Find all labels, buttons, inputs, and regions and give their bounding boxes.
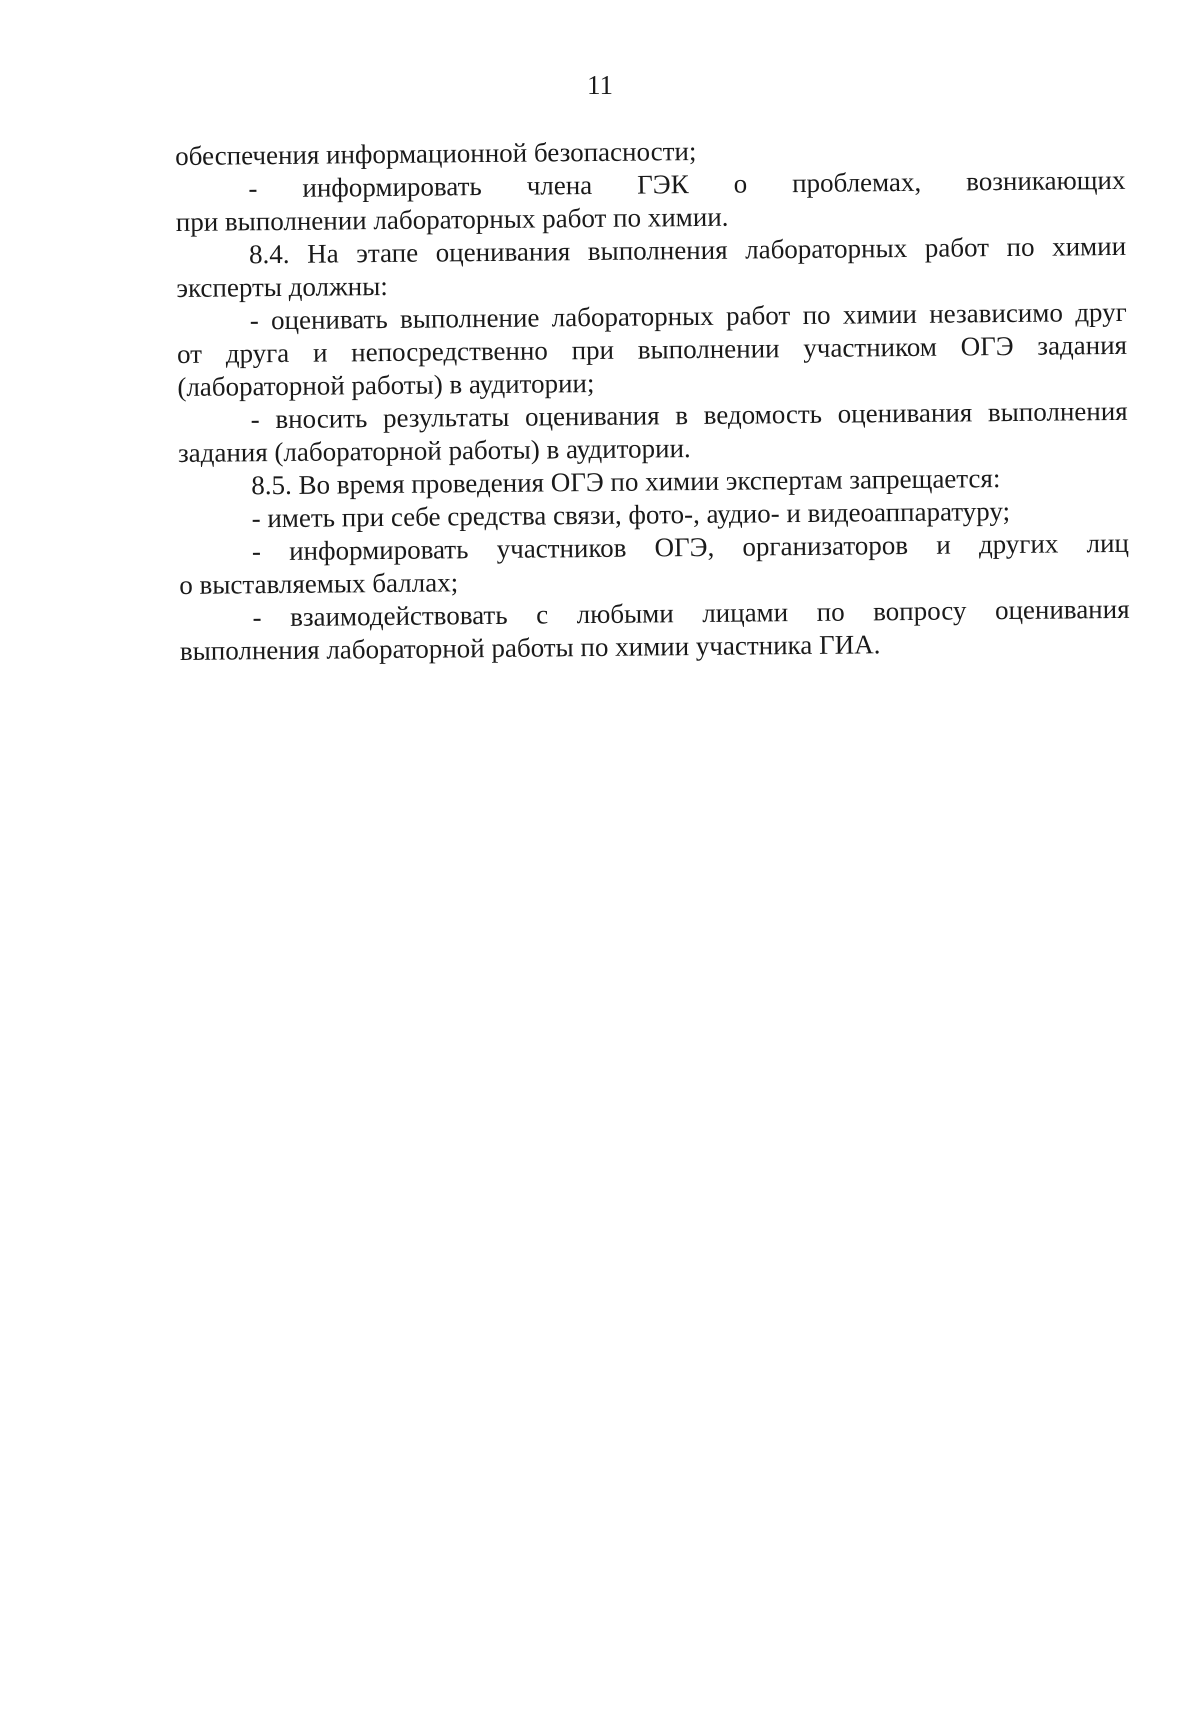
text-line: - иметь при себе средства связи, фото-, аудио- и видеоаппаратуру;: [251, 496, 1011, 534]
text-line: эксперты должны:: [176, 270, 388, 303]
text-line: от друга и непосредственно при выполнении участником ОГЭ задания: [176, 329, 1128, 369]
text-line: - информировать участников ОГЭ, организаторов и других лиц: [251, 527, 1130, 567]
page-number: 11: [587, 70, 613, 100]
text-line: - информировать члена ГЭК о проблемах, возникающих: [248, 164, 1126, 204]
text-line: - взаимодействовать с любыми лицами по вопросу оценивания: [252, 593, 1130, 633]
text-line: о выставляемых баллах;: [179, 567, 459, 600]
text-line: выполнения лабораторной работы по химии участника ГИА.: [179, 629, 881, 666]
text-line: - оценивать выполнение лабораторных работ по химии независимо друг: [249, 296, 1127, 336]
text-line: - вносить результаты оценивания в ведомость оценивания выполнения: [250, 395, 1128, 435]
text-line: 8.4. На этапе оценивания выполнения лабораторных работ по химии: [248, 230, 1127, 270]
text-line: (лабораторной работы) в аудитории;: [177, 367, 595, 402]
text-line: при выполнении лабораторных работ по химии.: [175, 201, 729, 237]
text-line: 8.5. Во время проведения ОГЭ по химии экспертам запрещается:: [251, 463, 1001, 501]
document-body: [175, 131, 1130, 668]
text-line: обеспечения информационной безопасности;: [175, 135, 697, 171]
text-line: задания (лабораторной работы) в аудитории.: [177, 433, 691, 468]
